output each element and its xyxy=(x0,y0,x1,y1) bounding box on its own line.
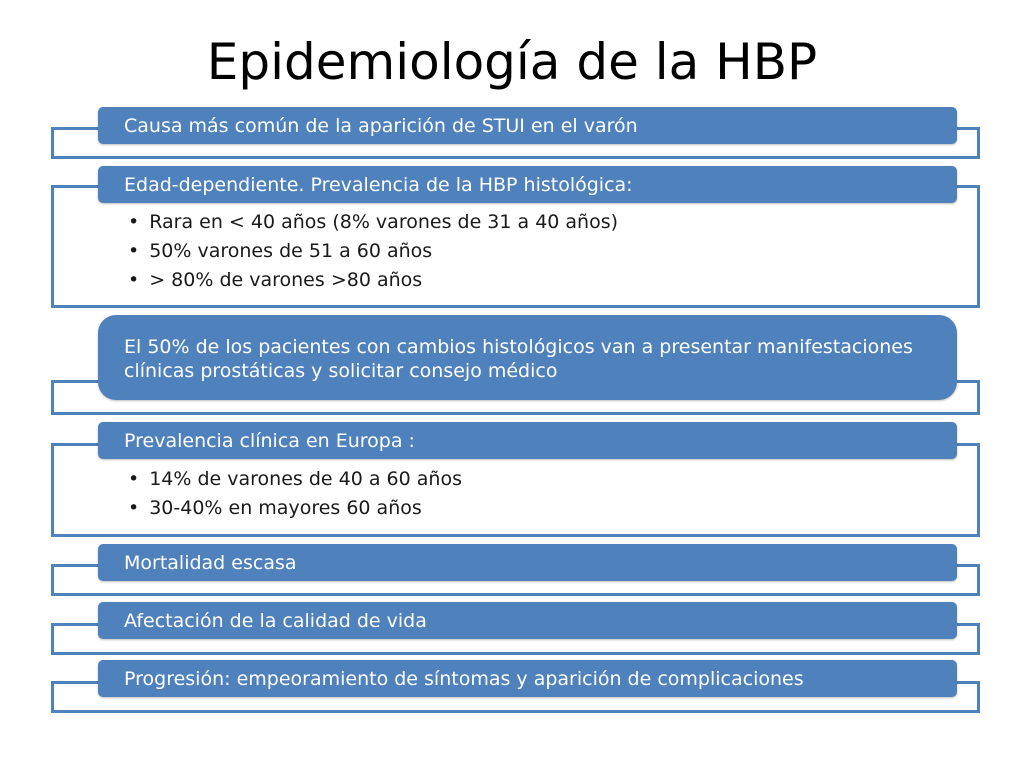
bullet-item: • 50% varones de 51 a 60 años xyxy=(104,237,618,266)
item-header-2: Edad-dependiente. Prevalencia de la HBP histológica: xyxy=(98,166,957,203)
item-bullets-2 xyxy=(104,208,618,295)
item-header-4: Prevalencia clínica en Europa : xyxy=(98,422,957,459)
item-header-6: Afectación de la calidad de vida xyxy=(98,602,957,639)
bullet-item: • 30-40% en mayores 60 años xyxy=(104,494,462,523)
item-header-5: Mortalidad escasa xyxy=(98,544,957,581)
slide-title: Epidemiología de la HBP xyxy=(206,33,818,91)
bullet-item: • 14% de varones de 40 a 60 años xyxy=(104,465,462,494)
item-header-3: El 50% de los pacientes con cambios histológicos van a presentar manifestaciones clínicas prostáticas y solicitar consejo médico xyxy=(98,315,957,400)
item-header-7: Progresión: empeoramiento de síntomas y aparición de complicaciones xyxy=(98,660,957,697)
bullet-item: • Rara en < 40 años (8% varones de 31 a 40 años) xyxy=(104,208,618,237)
item-header-1: Causa más común de la aparición de STUI en el varón xyxy=(98,107,957,144)
item-bullets-4 xyxy=(104,465,462,523)
bullet-item: • > 80% de varones >80 años xyxy=(104,266,618,295)
